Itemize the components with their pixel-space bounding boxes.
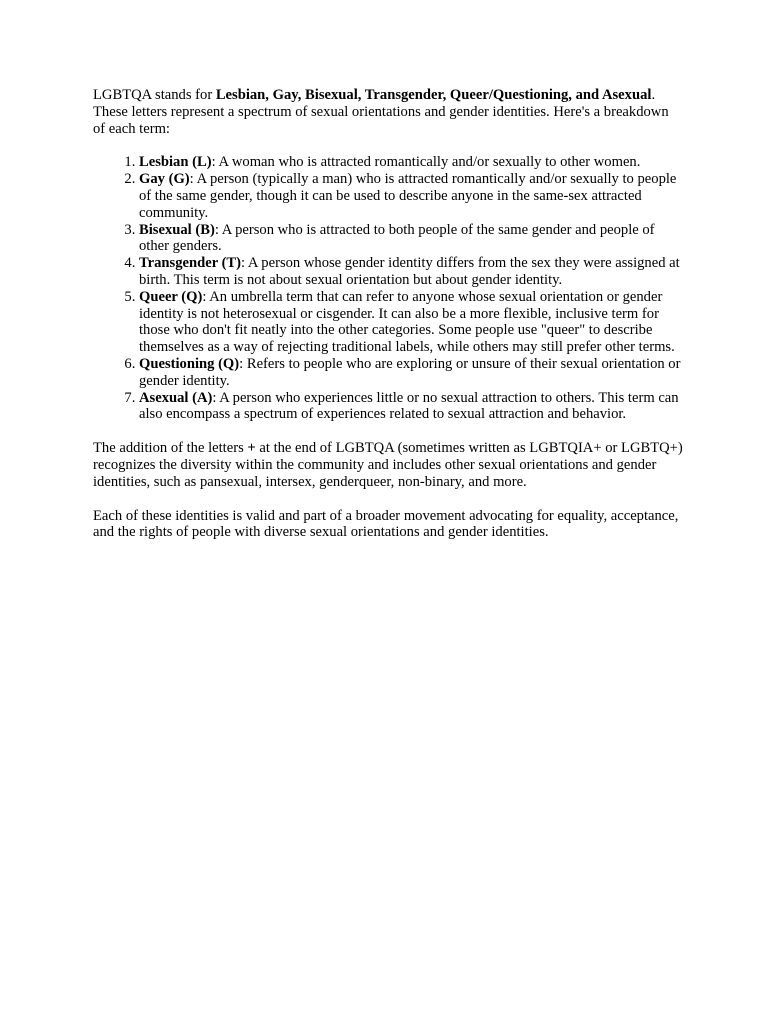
term-name: Asexual (A) <box>139 389 213 406</box>
term-name: Bisexual (B) <box>139 221 215 238</box>
addition-suffix: at the end of LGBTQA (sometimes written as LGBTQIA+ or LGBTQ+) recognizes the diversity within the community and includes other sexual orientations and gender identities, such as pansexual, intersex, genderqueer, non-binary, and more. <box>93 440 683 490</box>
list-item <box>139 222 683 256</box>
list-item <box>139 171 683 221</box>
term-name: Lesbian (L) <box>139 154 212 171</box>
list-item <box>139 289 683 356</box>
list-item <box>139 154 683 171</box>
term-definition: : Refers to people who are exploring or unsure of their sexual orientation or gender identity. <box>139 355 681 389</box>
plus-symbol: + <box>247 440 256 457</box>
list-item <box>139 390 683 424</box>
list-item <box>139 356 683 390</box>
intro-bold-terms: Lesbian, Gay, Bisexual, Transgender, Queer/Questioning, and Asexual <box>215 87 652 103</box>
term-definition: : A person (typically a man) who is attracted romantically and/or sexually to people of the same gender, though it can be used to describe anyone in the same-sex attracted community. <box>139 171 677 221</box>
term-definition: : A person whose gender identity differs from the sex they were assigned at birth. This term is not about sexual orientation but about gender identity. <box>139 255 680 288</box>
term-definition: : A person who is attracted to both people of the same gender and people of other genders. <box>139 221 655 255</box>
addition-prefix: The addition of the letters <box>93 440 248 457</box>
intro-paragraph <box>93 87 683 137</box>
intro-prefix: LGBTQA stands for <box>93 87 216 103</box>
term-definition: : A woman who is attracted romantically and/or sexually to other women. <box>211 154 641 171</box>
list-item <box>139 255 683 289</box>
intro-suffix: . These letters represent a spectrum of sexual orientations and gender identities. Here's a breakdown of each term: <box>93 87 669 137</box>
term-name: Transgender (T) <box>139 255 242 272</box>
term-name: Questioning (Q) <box>139 355 240 372</box>
term-name: Queer (Q) <box>139 288 203 305</box>
document-body <box>93 87 683 558</box>
term-name: Gay (G) <box>139 171 190 188</box>
addition-paragraph <box>93 440 683 490</box>
term-definition: : An umbrella term that can refer to anyone whose sexual orientation or gender identity is not heterosexual or cisgender. It can also be a more flexible, inclusive term for those who don't fit neatly into the other categories. Some people use "queer" to describe themselves as a way of rejecting traditional labels, while others may still prefer other terms. <box>139 288 675 356</box>
closing-paragraph: Each of these identities is valid and part of a broader movement advocating for equality, acceptance, and the rights of people with diverse sexual orientations and gender identities. <box>93 507 679 541</box>
terms-list <box>93 154 683 423</box>
term-definition: : A person who experiences little or no sexual attraction to others. This term can also encompass a spectrum of experiences related to sexual attraction and behavior. <box>139 389 679 423</box>
